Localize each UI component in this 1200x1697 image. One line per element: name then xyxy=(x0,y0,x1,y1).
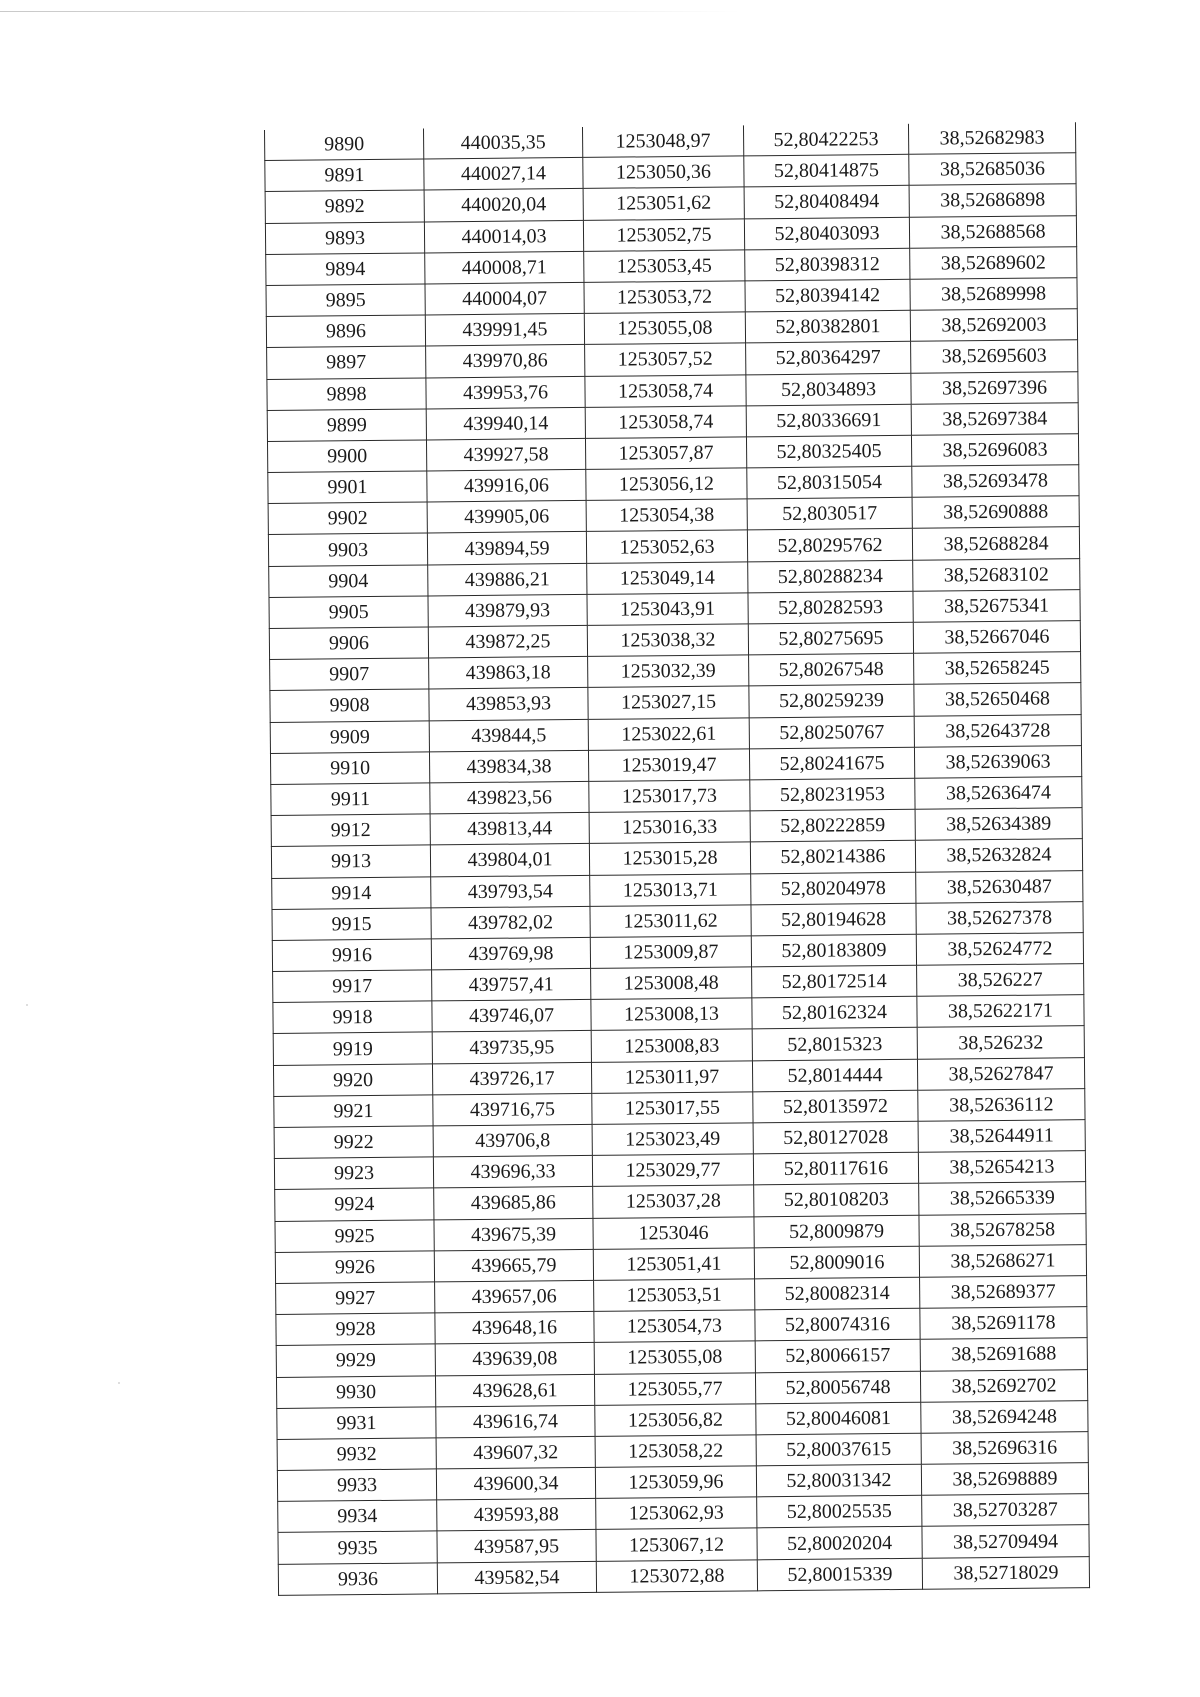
longitude-cell: 38,52685036 xyxy=(909,153,1076,186)
point-number-cell: 9927 xyxy=(276,1282,435,1315)
longitude-cell: 38,52693478 xyxy=(912,465,1079,498)
longitude-cell: 38,52658245 xyxy=(914,652,1081,685)
longitude-cell: 38,52696083 xyxy=(911,434,1078,467)
latitude-cell: 52,80241675 xyxy=(749,747,914,780)
longitude-cell: 38,52632824 xyxy=(915,839,1082,872)
longitude-cell: 38,52654213 xyxy=(918,1151,1085,1184)
point-number-cell: 9921 xyxy=(274,1095,433,1128)
latitude-cell: 52,8034893 xyxy=(746,373,911,406)
longitude-cell: 38,52624772 xyxy=(916,933,1083,966)
longitude-cell: 38,52709494 xyxy=(922,1525,1089,1558)
x-coordinate-cell: 439757,41 xyxy=(432,968,591,1001)
latitude-cell: 52,80074316 xyxy=(755,1308,920,1341)
point-number-cell: 9901 xyxy=(268,471,427,504)
x-coordinate-cell: 439600,34 xyxy=(436,1467,595,1500)
latitude-cell: 52,80408494 xyxy=(744,186,909,219)
y-coordinate-cell: 1253009,87 xyxy=(590,936,751,969)
y-coordinate-cell: 1253055,77 xyxy=(594,1372,755,1405)
y-coordinate-cell: 1253052,63 xyxy=(586,530,747,563)
x-coordinate-cell: 439953,76 xyxy=(426,376,585,409)
longitude-cell: 38,52678258 xyxy=(919,1213,1086,1246)
longitude-cell: 38,526232 xyxy=(917,1026,1084,1059)
x-coordinate-cell: 439804,01 xyxy=(430,844,589,877)
point-number-cell: 9935 xyxy=(278,1531,437,1564)
latitude-cell: 52,80222859 xyxy=(750,809,915,842)
latitude-cell: 52,80135972 xyxy=(753,1090,918,1123)
x-coordinate-cell: 439582,54 xyxy=(437,1561,596,1594)
y-coordinate-cell: 1253052,75 xyxy=(583,218,744,251)
latitude-cell: 52,80046081 xyxy=(756,1402,921,1435)
x-coordinate-cell: 440020,04 xyxy=(424,189,583,222)
x-coordinate-cell: 439940,14 xyxy=(426,407,585,440)
y-coordinate-cell: 1253008,83 xyxy=(591,1029,752,1062)
latitude-cell: 52,80020204 xyxy=(757,1527,922,1560)
latitude-cell: 52,80231953 xyxy=(750,778,915,811)
longitude-cell: 38,52689377 xyxy=(920,1276,1087,1309)
point-number-cell: 9923 xyxy=(274,1157,433,1190)
y-coordinate-cell: 1253011,97 xyxy=(591,1060,752,1093)
point-number-cell: 9900 xyxy=(267,440,426,473)
latitude-cell: 52,80282593 xyxy=(748,591,913,624)
point-number-cell: 9898 xyxy=(267,377,426,410)
x-coordinate-cell: 439927,58 xyxy=(426,438,585,471)
longitude-cell: 38,52689602 xyxy=(910,246,1077,279)
latitude-cell: 52,80162324 xyxy=(752,997,917,1030)
latitude-cell: 52,80127028 xyxy=(753,1121,918,1154)
latitude-cell: 52,80259239 xyxy=(749,685,914,718)
longitude-cell: 38,52627847 xyxy=(917,1057,1084,1090)
x-coordinate-cell: 439735,95 xyxy=(432,1031,591,1064)
latitude-cell: 52,80288234 xyxy=(748,560,913,593)
y-coordinate-cell: 1253057,87 xyxy=(585,437,746,470)
x-coordinate-cell: 439706,8 xyxy=(433,1124,592,1157)
longitude-cell: 38,52627378 xyxy=(916,901,1083,934)
x-coordinate-cell: 439696,33 xyxy=(433,1156,592,1189)
x-coordinate-cell: 439746,07 xyxy=(432,1000,591,1033)
longitude-cell: 38,52665339 xyxy=(919,1182,1086,1215)
y-coordinate-cell: 1253032,39 xyxy=(588,655,749,688)
point-number-cell: 9896 xyxy=(266,315,425,348)
point-number-cell: 9932 xyxy=(277,1438,436,1471)
latitude-cell: 52,80364297 xyxy=(746,342,911,375)
longitude-cell: 38,52622171 xyxy=(917,995,1084,1028)
latitude-cell: 52,80250767 xyxy=(749,716,914,749)
latitude-cell: 52,8009879 xyxy=(754,1215,919,1248)
latitude-cell: 52,80315054 xyxy=(747,466,912,499)
longitude-cell: 38,52703287 xyxy=(922,1494,1089,1527)
y-coordinate-cell: 1253058,74 xyxy=(585,374,746,407)
longitude-cell: 38,52644911 xyxy=(918,1120,1085,1153)
longitude-cell: 38,52630487 xyxy=(916,870,1083,903)
x-coordinate-cell: 440035,35 xyxy=(423,127,582,159)
latitude-cell: 52,80414875 xyxy=(744,154,909,187)
longitude-cell: 38,52686898 xyxy=(909,184,1076,217)
x-coordinate-cell: 439675,39 xyxy=(434,1218,593,1251)
y-coordinate-cell: 1253017,55 xyxy=(592,1092,753,1125)
table-row xyxy=(278,1556,1089,1595)
point-number-cell: 9915 xyxy=(272,908,431,941)
y-coordinate-cell: 1253029,77 xyxy=(592,1154,753,1187)
x-coordinate-cell: 439769,98 xyxy=(431,937,590,970)
longitude-cell: 38,526227 xyxy=(917,964,1084,997)
longitude-cell: 38,52689998 xyxy=(910,278,1077,311)
latitude-cell: 52,80037615 xyxy=(756,1433,921,1466)
longitude-cell: 38,52696316 xyxy=(921,1432,1088,1465)
y-coordinate-cell: 1253049,14 xyxy=(587,562,748,595)
x-coordinate-cell: 440004,07 xyxy=(425,282,584,315)
longitude-cell: 38,52691178 xyxy=(920,1307,1087,1340)
point-number-cell: 9916 xyxy=(272,939,431,972)
longitude-cell: 38,52643728 xyxy=(914,714,1081,747)
longitude-cell: 38,52639063 xyxy=(914,745,1081,778)
x-coordinate-cell: 439782,02 xyxy=(431,906,590,939)
longitude-cell: 38,52692702 xyxy=(920,1369,1087,1402)
y-coordinate-cell: 1253059,96 xyxy=(595,1466,756,1499)
y-coordinate-cell: 1253023,49 xyxy=(592,1123,753,1156)
point-number-cell: 9913 xyxy=(271,845,430,878)
longitude-cell: 38,52697396 xyxy=(911,371,1078,404)
y-coordinate-cell: 1253054,38 xyxy=(586,499,747,532)
coordinates-table xyxy=(264,122,1090,1596)
longitude-cell: 38,52688284 xyxy=(912,527,1079,560)
point-number-cell: 9899 xyxy=(267,409,426,442)
point-number-cell: 9929 xyxy=(276,1344,435,1377)
y-coordinate-cell: 1253043,91 xyxy=(587,593,748,626)
x-coordinate-cell: 439685,86 xyxy=(434,1187,593,1220)
y-coordinate-cell: 1253056,82 xyxy=(595,1404,756,1437)
point-number-cell: 9926 xyxy=(275,1251,434,1284)
longitude-cell: 38,52691688 xyxy=(920,1338,1087,1371)
latitude-cell: 52,80398312 xyxy=(745,248,910,281)
x-coordinate-cell: 439834,38 xyxy=(429,750,588,783)
longitude-cell: 38,52634389 xyxy=(915,808,1082,841)
longitude-cell: 38,52667046 xyxy=(913,621,1080,654)
longitude-cell: 38,52697384 xyxy=(911,402,1078,435)
latitude-cell: 52,80108203 xyxy=(754,1184,919,1217)
scan-edge-line xyxy=(0,11,740,12)
y-coordinate-cell: 1253055,08 xyxy=(584,312,745,345)
point-number-cell: 9895 xyxy=(266,284,425,317)
point-number-cell: 9917 xyxy=(273,970,432,1003)
latitude-cell: 52,80214386 xyxy=(750,841,915,874)
x-coordinate-cell: 439905,06 xyxy=(427,501,586,534)
x-coordinate-cell: 439886,21 xyxy=(428,563,587,596)
point-number-cell: 9919 xyxy=(273,1032,432,1065)
x-coordinate-cell: 439587,95 xyxy=(437,1530,596,1563)
point-number-cell: 9903 xyxy=(268,533,427,566)
latitude-cell: 52,80172514 xyxy=(752,965,917,998)
longitude-cell: 38,52650468 xyxy=(914,683,1081,716)
x-coordinate-cell: 439793,54 xyxy=(431,875,590,908)
y-coordinate-cell: 1253011,62 xyxy=(590,905,751,938)
longitude-cell: 38,52692003 xyxy=(910,309,1077,342)
latitude-cell: 52,80082314 xyxy=(755,1277,920,1310)
y-coordinate-cell: 1253019,47 xyxy=(588,749,749,782)
x-coordinate-cell: 439813,44 xyxy=(430,813,589,846)
point-number-cell: 9904 xyxy=(269,565,428,598)
latitude-cell: 52,80183809 xyxy=(751,934,916,967)
point-number-cell: 9906 xyxy=(269,627,428,660)
latitude-cell: 52,80394142 xyxy=(745,279,910,312)
y-coordinate-cell: 1253017,73 xyxy=(589,780,750,813)
x-coordinate-cell: 439607,32 xyxy=(436,1436,595,1469)
y-coordinate-cell: 1253013,71 xyxy=(590,873,751,906)
point-number-cell: 9892 xyxy=(265,190,424,223)
latitude-cell: 52,80204978 xyxy=(751,872,916,905)
x-coordinate-cell: 439716,75 xyxy=(433,1093,592,1126)
x-coordinate-cell: 439863,18 xyxy=(429,657,588,690)
y-coordinate-cell: 1253050,36 xyxy=(583,156,744,189)
longitude-cell: 38,52698889 xyxy=(921,1463,1088,1496)
y-coordinate-cell: 1253016,33 xyxy=(589,811,750,844)
point-number-cell: 9905 xyxy=(269,596,428,629)
y-coordinate-cell: 1253015,28 xyxy=(589,842,750,875)
longitude-cell: 38,52694248 xyxy=(921,1400,1088,1433)
y-coordinate-cell: 1253062,93 xyxy=(596,1497,757,1530)
x-coordinate-cell: 439916,06 xyxy=(427,469,586,502)
x-coordinate-cell: 439593,88 xyxy=(437,1499,596,1532)
x-coordinate-cell: 439894,59 xyxy=(427,532,586,565)
latitude-cell: 52,8015323 xyxy=(752,1028,917,1061)
point-number-cell: 9907 xyxy=(270,658,429,691)
latitude-cell: 52,8030517 xyxy=(747,498,912,531)
longitude-cell: 38,52675341 xyxy=(913,590,1080,623)
x-coordinate-cell: 439726,17 xyxy=(432,1062,591,1095)
latitude-cell: 52,80295762 xyxy=(747,529,912,562)
x-coordinate-cell: 439853,93 xyxy=(429,688,588,721)
x-coordinate-cell: 440027,14 xyxy=(424,158,583,191)
x-coordinate-cell: 439628,61 xyxy=(435,1374,594,1407)
y-coordinate-cell: 1253072,88 xyxy=(596,1559,757,1592)
x-coordinate-cell: 439639,08 xyxy=(435,1343,594,1376)
x-coordinate-cell: 439616,74 xyxy=(436,1405,595,1438)
point-number-cell: 9928 xyxy=(276,1313,435,1346)
latitude-cell: 52,80031342 xyxy=(756,1464,921,1497)
scan-speck xyxy=(26,1004,28,1006)
point-number-cell: 9909 xyxy=(270,721,429,754)
latitude-cell: 52,80422253 xyxy=(743,124,908,156)
point-number-cell: 9931 xyxy=(277,1407,436,1440)
longitude-cell: 38,52695603 xyxy=(911,340,1078,373)
y-coordinate-cell: 1253054,73 xyxy=(594,1310,755,1343)
point-number-cell: 9934 xyxy=(278,1500,437,1533)
point-number-cell: 9922 xyxy=(274,1126,433,1159)
latitude-cell: 52,80015339 xyxy=(757,1558,922,1591)
latitude-cell: 52,80403093 xyxy=(744,217,909,250)
point-number-cell: 9893 xyxy=(265,222,424,255)
x-coordinate-cell: 439844,5 xyxy=(429,719,588,752)
point-number-cell: 9890 xyxy=(264,128,423,160)
y-coordinate-cell: 1253048,97 xyxy=(582,125,743,157)
longitude-cell: 38,52686271 xyxy=(919,1244,1086,1277)
x-coordinate-cell: 439879,93 xyxy=(428,594,587,627)
point-number-cell: 9902 xyxy=(268,502,427,535)
latitude-cell: 52,80056748 xyxy=(755,1371,920,1404)
y-coordinate-cell: 1253057,52 xyxy=(585,343,746,376)
latitude-cell: 52,80025535 xyxy=(757,1496,922,1529)
y-coordinate-cell: 1253058,22 xyxy=(595,1435,756,1468)
x-coordinate-cell: 439648,16 xyxy=(435,1312,594,1345)
latitude-cell: 52,80336691 xyxy=(746,404,911,437)
latitude-cell: 52,8014444 xyxy=(752,1059,917,1092)
x-coordinate-cell: 440014,03 xyxy=(424,220,583,253)
y-coordinate-cell: 1253022,61 xyxy=(588,717,749,750)
point-number-cell: 9920 xyxy=(273,1064,432,1097)
y-coordinate-cell: 1253058,74 xyxy=(585,406,746,439)
latitude-cell: 52,8009016 xyxy=(754,1246,919,1279)
point-number-cell: 9894 xyxy=(266,253,425,286)
point-number-cell: 9911 xyxy=(271,783,430,816)
point-number-cell: 9897 xyxy=(267,346,426,379)
y-coordinate-cell: 1253067,12 xyxy=(596,1528,757,1561)
point-number-cell: 9930 xyxy=(276,1375,435,1408)
longitude-cell: 38,52682983 xyxy=(908,122,1075,154)
latitude-cell: 52,80267548 xyxy=(749,653,914,686)
longitude-cell: 38,52683102 xyxy=(913,558,1080,591)
y-coordinate-cell: 1253055,08 xyxy=(594,1341,755,1374)
latitude-cell: 52,80382801 xyxy=(745,310,910,343)
x-coordinate-cell: 439823,56 xyxy=(430,781,589,814)
x-coordinate-cell: 439872,25 xyxy=(428,625,587,658)
y-coordinate-cell: 1253008,13 xyxy=(591,998,752,1031)
point-number-cell: 9936 xyxy=(278,1563,437,1596)
x-coordinate-cell: 440008,71 xyxy=(425,251,584,284)
y-coordinate-cell: 1253053,51 xyxy=(594,1279,755,1312)
latitude-cell: 52,80325405 xyxy=(746,435,911,468)
x-coordinate-cell: 439991,45 xyxy=(425,314,584,347)
point-number-cell: 9918 xyxy=(273,1001,432,1034)
latitude-cell: 52,80066157 xyxy=(755,1340,920,1373)
longitude-cell: 38,52688568 xyxy=(909,215,1076,248)
point-number-cell: 9924 xyxy=(275,1188,434,1221)
y-coordinate-cell: 1253051,62 xyxy=(583,187,744,220)
longitude-cell: 38,52636474 xyxy=(915,777,1082,810)
y-coordinate-cell: 1253027,15 xyxy=(588,686,749,719)
point-number-cell: 9912 xyxy=(271,814,430,847)
x-coordinate-cell: 439657,06 xyxy=(435,1280,594,1313)
coordinates-table-body xyxy=(264,122,1089,1595)
point-number-cell: 9925 xyxy=(275,1219,434,1252)
longitude-cell: 38,52636112 xyxy=(918,1088,1085,1121)
point-number-cell: 9908 xyxy=(270,689,429,722)
longitude-cell: 38,52718029 xyxy=(922,1556,1089,1589)
latitude-cell: 52,80275695 xyxy=(748,622,913,655)
y-coordinate-cell: 1253051,41 xyxy=(593,1248,754,1281)
point-number-cell: 9891 xyxy=(265,159,424,192)
y-coordinate-cell: 1253008,48 xyxy=(591,967,752,1000)
y-coordinate-cell: 1253038,32 xyxy=(587,624,748,657)
point-number-cell: 9914 xyxy=(272,876,431,909)
point-number-cell: 9933 xyxy=(277,1469,436,1502)
x-coordinate-cell: 439665,79 xyxy=(434,1249,593,1282)
y-coordinate-cell: 1253046 xyxy=(593,1216,754,1249)
y-coordinate-cell: 1253053,45 xyxy=(584,250,745,283)
point-number-cell: 9910 xyxy=(270,752,429,785)
y-coordinate-cell: 1253056,12 xyxy=(586,468,747,501)
y-coordinate-cell: 1253037,28 xyxy=(593,1185,754,1218)
latitude-cell: 52,80117616 xyxy=(753,1152,918,1185)
latitude-cell: 52,80194628 xyxy=(751,903,916,936)
y-coordinate-cell: 1253053,72 xyxy=(584,281,745,314)
scan-speck xyxy=(118,1382,120,1384)
longitude-cell: 38,52690888 xyxy=(912,496,1079,529)
x-coordinate-cell: 439970,86 xyxy=(426,345,585,378)
